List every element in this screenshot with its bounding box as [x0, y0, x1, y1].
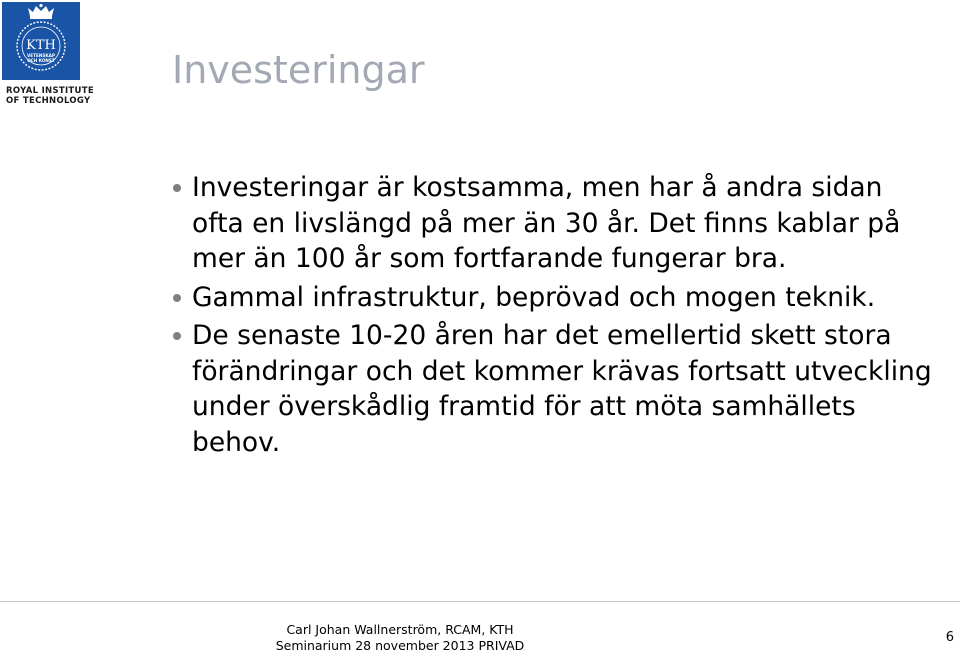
bullet-text: Gammal infrastruktur, beprövad och mogen teknik. [192, 281, 876, 313]
page-number: 6 [945, 630, 954, 645]
bullet-text: Investeringar är kostsamma, men har å andra sidan ofta en livslängd på mer än 30 år. Det finns kablar på mer än 100 år som fortfarande fungerar bra. [192, 172, 901, 274]
kth-emblem [2, 2, 80, 80]
emblem-subtext-2: OCH KONST [27, 58, 55, 63]
bullet-item [172, 170, 942, 277]
bullet-item [172, 280, 942, 316]
emblem-subtext-1: VETENSKAP [27, 53, 55, 58]
logo-caption-line-2: OF TECHNOLOGY [6, 96, 91, 106]
crown-emblem-icon [2, 2, 80, 80]
logo-caption-line-1: ROYAL INSTITUTE [6, 86, 94, 96]
emblem-kth-text: KTH [26, 38, 56, 53]
bullet-item [172, 318, 942, 460]
footer-divider [0, 601, 960, 602]
footer-info [270, 622, 530, 654]
kth-logo [0, 0, 94, 108]
bullet-dot-icon [173, 294, 181, 302]
bullet-dot-icon [173, 332, 181, 340]
bullet-dot-icon [173, 184, 181, 192]
footer-author: Carl Johan Wallnerström, RCAM, KTH [286, 622, 514, 637]
bullet-text: De senaste 10-20 åren har det emellertid skett stora förändringar och det kommer krävas fortsatt utveckling under överskådlig framtid för att möta samhällets behov. [192, 320, 932, 458]
slide-title: Investeringar [172, 48, 425, 92]
bullet-list [172, 170, 942, 463]
footer-event: Seminarium 28 november 2013 PRIVAD [275, 638, 525, 653]
